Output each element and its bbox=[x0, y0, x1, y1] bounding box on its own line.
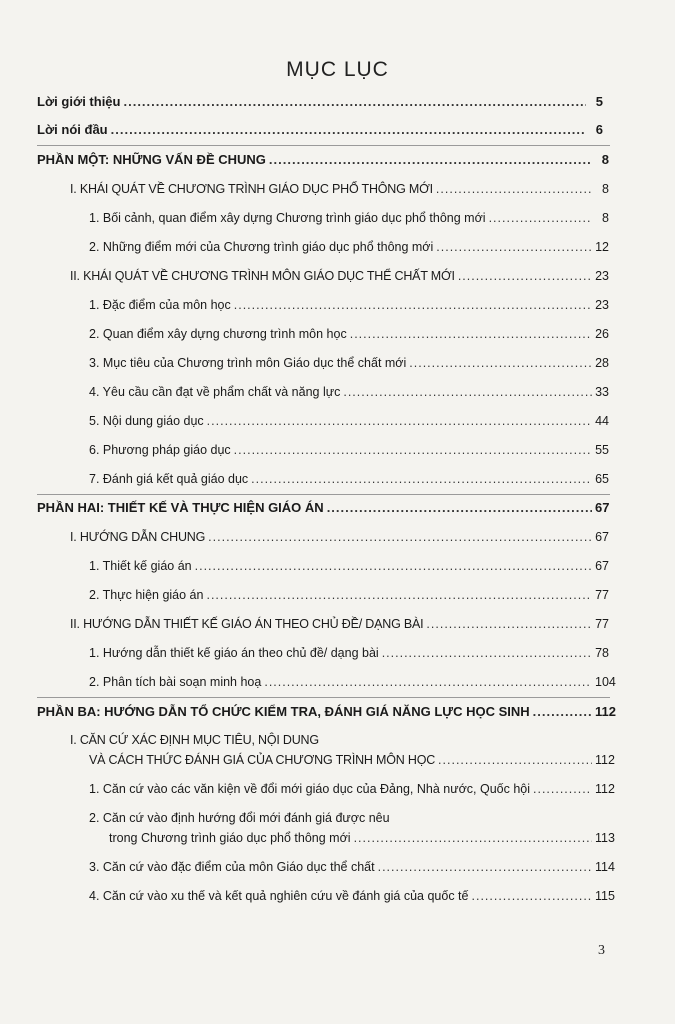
toc-entry-label: PHẦN BA: HƯỚNG DẪN TỔ CHỨC KIỂM TRA, ĐÁNH GIÁ NĂNG LỰC HỌC SINH bbox=[37, 704, 530, 719]
toc-entry-page: 67 bbox=[595, 530, 609, 544]
leader-dots bbox=[343, 384, 592, 400]
toc-entry-page: 8 bbox=[601, 152, 609, 167]
toc-entry-label: 1. Đặc điểm của môn học bbox=[89, 298, 231, 312]
toc-entry-page: 112 bbox=[595, 782, 615, 796]
leader-dots bbox=[350, 326, 592, 342]
toc-entry-label-cont: trong Chương trình giáo dục phổ thông mới bbox=[109, 831, 351, 845]
toc-entry-label: PHẦN HAI: THIẾT KẾ VÀ THỰC HIỆN GIÁO ÁN bbox=[37, 500, 324, 515]
toc-entry-page: 44 bbox=[595, 414, 609, 428]
toc-entry-label: 4. Căn cứ vào xu thế và kết quả nghiên cứu về đánh giá của quốc tế bbox=[89, 889, 469, 903]
toc-section bbox=[0, 752, 675, 768]
toc-subsection bbox=[0, 384, 675, 400]
leader-dots bbox=[436, 239, 592, 255]
toc-entry-page: 5 bbox=[595, 94, 603, 109]
toc-entry-label: 5. Nội dung giáo dục bbox=[89, 414, 204, 428]
toc-entry-page: 67 bbox=[595, 500, 610, 515]
leader-dots bbox=[472, 888, 593, 904]
leader-dots bbox=[533, 704, 592, 720]
leader-dots bbox=[123, 94, 586, 110]
toc-entry-label: 2. Căn cứ vào định hướng đổi mới đánh giá được nêu bbox=[89, 811, 390, 825]
toc-entry-page: 114 bbox=[595, 860, 615, 874]
toc-subsection bbox=[0, 558, 675, 574]
leader-dots bbox=[489, 210, 592, 226]
leader-dots bbox=[208, 529, 592, 545]
page-number: 3 bbox=[598, 943, 605, 958]
leader-dots bbox=[207, 413, 592, 429]
toc-entry-page: 23 bbox=[595, 298, 609, 312]
toc-entry-label: 6. Phương pháp giáo dục bbox=[89, 443, 231, 457]
toc-entry-page: 78 bbox=[595, 646, 609, 660]
toc-entry-label: PHẦN MỘT: NHỮNG VẤN ĐỀ CHUNG bbox=[37, 152, 266, 167]
leader-dots bbox=[458, 268, 592, 284]
toc-subsection bbox=[0, 297, 675, 313]
toc-entry-page: 23 bbox=[595, 269, 609, 283]
leader-dots bbox=[251, 471, 592, 487]
toc-entry-page: 8 bbox=[602, 211, 609, 225]
toc-entry-page: 55 bbox=[595, 443, 609, 457]
toc-subsection bbox=[0, 355, 675, 371]
toc-entry-page: 77 bbox=[595, 617, 609, 631]
toc-entry-label: 7. Đánh giá kết quả giáo dục bbox=[89, 472, 249, 486]
toc-subsection bbox=[0, 645, 675, 661]
leader-dots bbox=[327, 500, 592, 516]
toc-entry-label: I. KHÁI QUÁT VỀ CHƯƠNG TRÌNH GIÁO DỤC PHỔ THÔNG MỚI bbox=[70, 182, 433, 196]
toc-entry-label: 1. Hướng dẫn thiết kế giáo án theo chủ đề/ dạng bài bbox=[89, 646, 379, 660]
toc-subsection bbox=[0, 471, 675, 487]
toc-entry-label: 1. Thiết kế giáo án bbox=[89, 559, 192, 573]
toc-entry-page: 67 bbox=[595, 559, 609, 573]
toc-subsection bbox=[0, 210, 675, 226]
leader-dots bbox=[195, 558, 592, 574]
leader-dots bbox=[234, 297, 592, 313]
toc-subsection bbox=[0, 587, 675, 603]
toc-entry-label: 4. Yêu cầu cần đạt về phẩm chất và năng lực bbox=[89, 385, 341, 399]
toc-entry-page: 112 bbox=[595, 704, 616, 719]
toc-entry-page: 113 bbox=[595, 831, 615, 845]
toc-entry-label-cont: VÀ CÁCH THỨC ĐÁNH GIÁ CỦA CHƯƠNG TRÌNH MÔN HỌC bbox=[89, 753, 436, 767]
toc-entry-label: Lời nói đầu bbox=[37, 122, 108, 137]
toc-part-three bbox=[0, 704, 675, 720]
toc-entry-label: 2. Phân tích bài soạn minh hoạ bbox=[89, 675, 262, 689]
leader-dots bbox=[234, 442, 592, 458]
leader-dots bbox=[269, 152, 592, 168]
leader-dots bbox=[206, 587, 592, 603]
toc-entry-page: 26 bbox=[595, 327, 609, 341]
leader-dots bbox=[378, 859, 592, 875]
toc-part-one bbox=[0, 152, 675, 168]
toc-section bbox=[0, 616, 675, 632]
divider bbox=[37, 697, 610, 698]
toc-section bbox=[0, 529, 675, 545]
toc-part-two bbox=[0, 500, 675, 516]
leader-dots bbox=[409, 355, 592, 371]
leader-dots bbox=[264, 674, 592, 690]
toc-entry-label: II. HƯỚNG DẪN THIẾT KẾ GIÁO ÁN THEO CHỦ ĐỀ/ DẠNG BÀI bbox=[70, 617, 424, 631]
toc-section bbox=[0, 268, 675, 284]
toc-entry-preface bbox=[0, 122, 675, 138]
toc-entry-label: 2. Thực hiện giáo án bbox=[89, 588, 204, 602]
leader-dots bbox=[111, 122, 586, 138]
leader-dots bbox=[382, 645, 592, 661]
toc-entry-page: 8 bbox=[602, 182, 609, 196]
toc-entry-page: 12 bbox=[595, 240, 609, 254]
toc-entry-page: 112 bbox=[595, 753, 615, 767]
toc-entry-label: 3. Mục tiêu của Chương trình môn Giáo dục thể chất mới bbox=[89, 356, 407, 370]
toc-entry-label: II. KHÁI QUÁT VỀ CHƯƠNG TRÌNH MÔN GIÁO DỤC THỂ CHẤT MỚI bbox=[70, 269, 455, 283]
toc-entry-page: 6 bbox=[595, 122, 603, 137]
leader-dots bbox=[354, 830, 592, 846]
toc-subsection bbox=[0, 888, 675, 904]
divider bbox=[37, 145, 610, 146]
toc-subsection bbox=[0, 781, 675, 797]
toc-entry-intro bbox=[0, 94, 675, 110]
toc-entry-label: 1. Căn cứ vào các văn kiện về đổi mới giáo dục của Đảng, Nhà nước, Quốc hội bbox=[89, 782, 530, 796]
toc-entry-label: Lời giới thiệu bbox=[37, 94, 121, 109]
toc-entry-label: 2. Quan điểm xây dựng chương trình môn học bbox=[89, 327, 347, 341]
leader-dots bbox=[436, 181, 592, 197]
toc-subsection bbox=[0, 239, 675, 255]
leader-dots bbox=[438, 752, 592, 768]
toc-entry-label: I. CĂN CỨ XÁC ĐỊNH MỤC TIÊU, NỘI DUNG bbox=[70, 733, 319, 747]
toc-subsection bbox=[0, 859, 675, 875]
toc-subsection bbox=[0, 413, 675, 429]
divider bbox=[37, 494, 610, 495]
toc-subsection bbox=[0, 326, 675, 342]
leader-dots bbox=[533, 781, 592, 797]
toc-entry-page: 104 bbox=[595, 675, 616, 689]
leader-dots bbox=[426, 616, 592, 632]
toc-entry-label: I. HƯỚNG DẪN CHUNG bbox=[70, 530, 206, 544]
toc-subsection bbox=[0, 674, 675, 690]
toc-entry-page: 28 bbox=[595, 356, 609, 370]
toc-entry-page: 33 bbox=[595, 385, 609, 399]
toc-section bbox=[0, 181, 675, 197]
toc-subsection bbox=[0, 442, 675, 458]
toc-entry-label: 3. Căn cứ vào đặc điểm của môn Giáo dục thể chất bbox=[89, 860, 375, 874]
page-title: MỤC LỤC bbox=[286, 58, 389, 81]
toc-entry-label: 1. Bối cảnh, quan điểm xây dựng Chương trình giáo dục phổ thông mới bbox=[89, 211, 486, 225]
toc-subsection bbox=[0, 830, 675, 846]
toc-entry-label: 2. Những điểm mới của Chương trình giáo dục phổ thông mới bbox=[89, 240, 434, 254]
toc-entry-page: 77 bbox=[595, 588, 609, 602]
toc-entry-page: 115 bbox=[595, 889, 615, 903]
toc-entry-page: 65 bbox=[595, 472, 609, 486]
